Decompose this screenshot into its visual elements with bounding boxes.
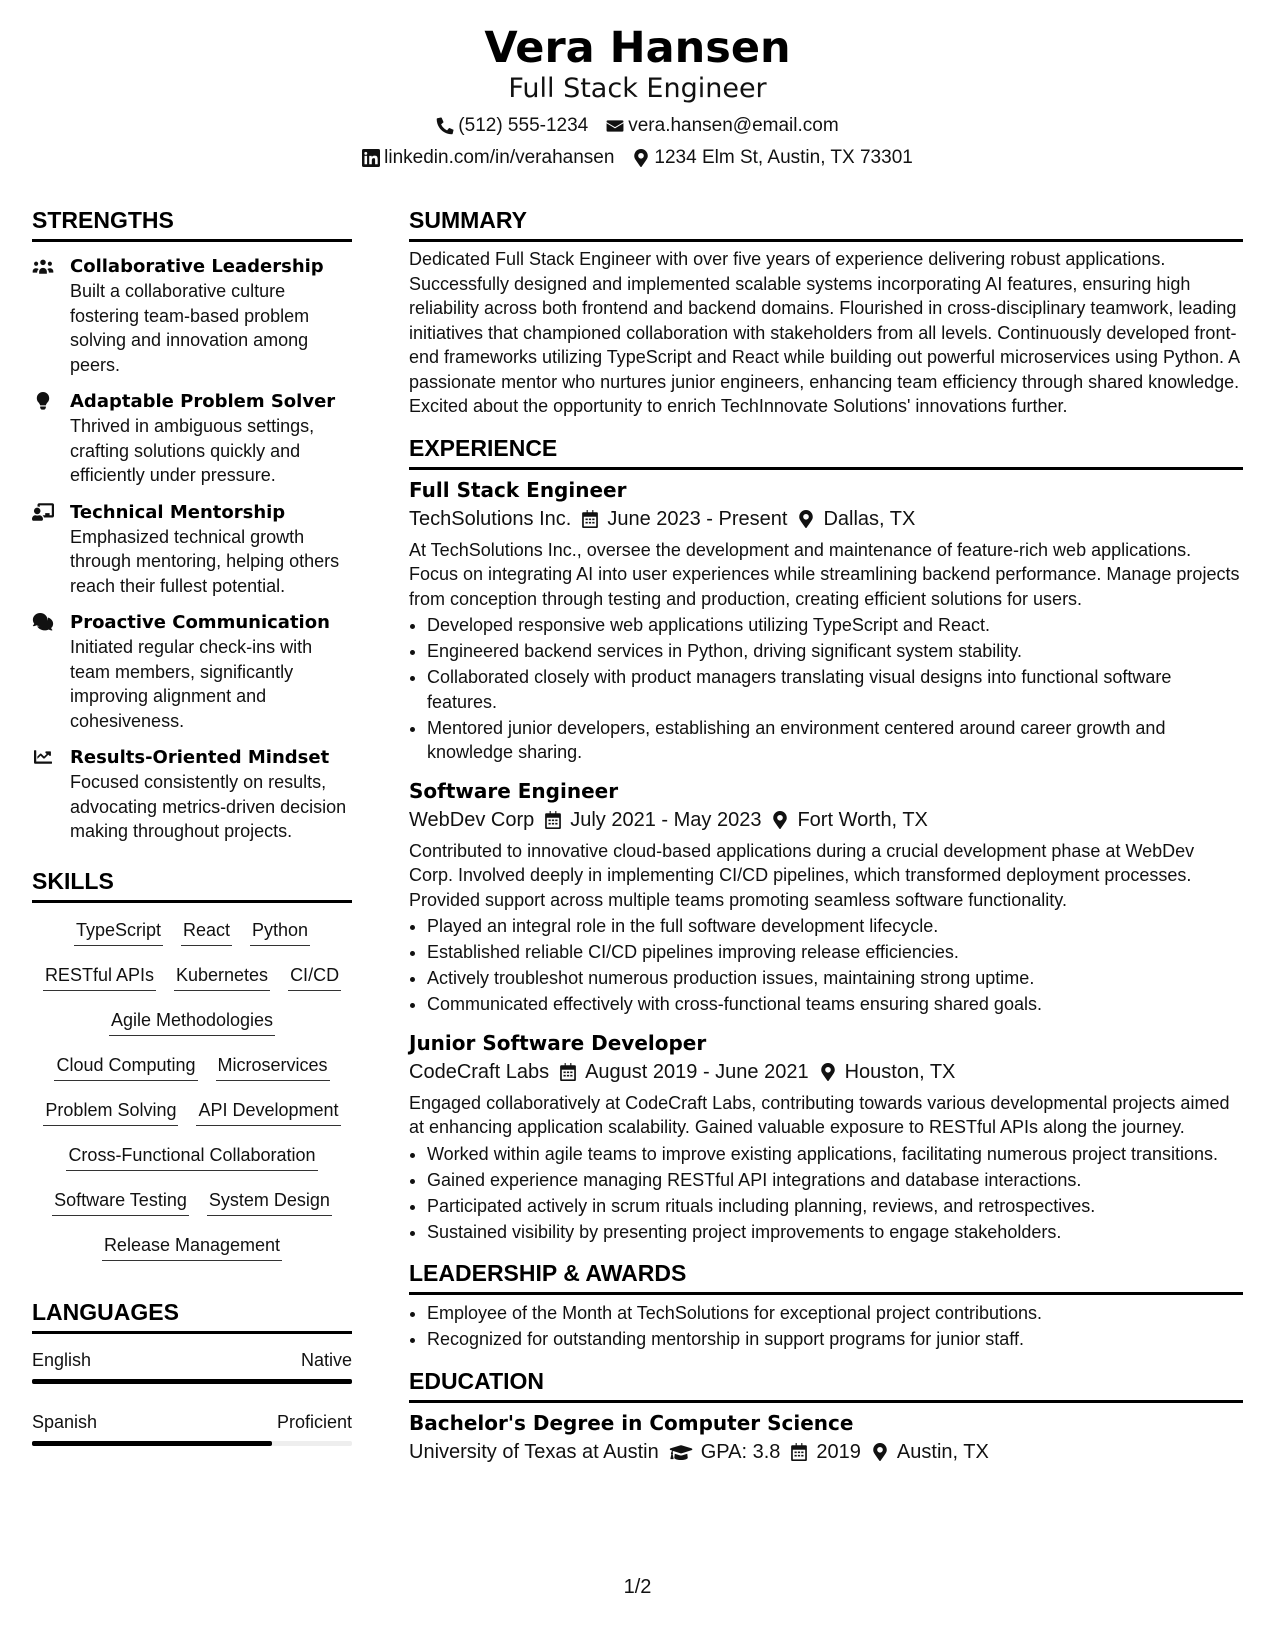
experience-heading: EXPERIENCE	[409, 433, 1243, 470]
strength-item	[32, 500, 352, 599]
skill-tag: TypeScript	[74, 917, 163, 946]
languages-heading: LANGUAGES	[32, 1297, 352, 1334]
strength-desc: Emphasized technical growth through mentoring, helping others reach their fullest potential.	[70, 526, 340, 596]
skill-tag: React	[181, 917, 232, 946]
skill-row	[32, 1097, 352, 1142]
job-bullets	[409, 613, 1243, 765]
language-row	[32, 1348, 352, 1372]
job-meta	[409, 504, 1243, 534]
gpa-text: GPA: 3.8	[700, 1440, 781, 1463]
comments-icon	[32, 610, 56, 733]
candidate-role: Full Stack Engineer	[508, 73, 767, 104]
job-meta	[409, 805, 1243, 835]
page-number: 1/2	[623, 1576, 652, 1598]
skill-tag: CI/CD	[288, 962, 341, 991]
language-bar-fill	[32, 1379, 352, 1384]
graduation-cap-icon	[669, 1443, 693, 1461]
language-row	[32, 1410, 352, 1434]
job-entry	[409, 777, 1243, 1017]
right-column	[409, 205, 1243, 1467]
job-bullets	[409, 1142, 1243, 1245]
language-name: English	[32, 1349, 92, 1370]
language-level: Native	[300, 1349, 352, 1370]
job-company: WebDev Corp	[409, 808, 535, 831]
awards-heading: LEADERSHIP & AWARDS	[409, 1258, 1243, 1295]
language-bar	[32, 1379, 352, 1384]
email-text[interactable]: vera.hansen@email.com	[628, 115, 839, 136]
strength-item	[32, 610, 352, 733]
education-meta	[409, 1437, 1243, 1467]
left-column	[32, 205, 352, 1472]
skill-tag: Kubernetes	[174, 962, 270, 991]
education-heading: EDUCATION	[409, 1366, 1243, 1403]
skill-row	[32, 917, 352, 962]
skill-tag: Agile Methodologies	[109, 1007, 275, 1036]
job-dates: July 2021 - May 2023	[570, 808, 762, 831]
strengths-heading: STRENGTHS	[32, 205, 352, 242]
skill-tag: Python	[250, 917, 310, 946]
job-bullet: • Sustained visibility by presenting project improvements to engage stakeholders.	[427, 1220, 1243, 1245]
skills-list	[32, 917, 352, 1277]
skill-row	[32, 1187, 352, 1232]
language-bar	[32, 1441, 352, 1446]
job-bullets	[409, 914, 1243, 1017]
strength-desc: Thrived in ambiguous settings, crafting solutions quickly and efficiently under pressure.	[70, 416, 315, 485]
skill-tag: Software Testing	[52, 1187, 189, 1216]
job-bullet: • Participated actively in scrum rituals including planning, reviews, and retrospectives.	[427, 1194, 1243, 1219]
candidate-name: Vera Hansen	[484, 23, 791, 73]
skill-tag: Cross-Functional Collaboration	[66, 1142, 317, 1171]
skills-heading: SKILLS	[32, 866, 352, 903]
map-marker-icon	[819, 1063, 837, 1081]
strength-item	[32, 254, 352, 377]
lightbulb-icon	[32, 389, 56, 488]
map-marker-icon	[797, 510, 815, 528]
strength-desc: Initiated regular check-ins with team members, significantly improving alignment and cohesiveness.	[70, 637, 313, 731]
skill-tag: System Design	[207, 1187, 332, 1216]
job-bullet: • Played an integral role in the full software development lifecycle.	[427, 914, 1243, 939]
phone-icon	[436, 117, 454, 135]
calendar-icon	[581, 510, 599, 528]
resume-header	[0, 22, 1275, 174]
phone-item	[436, 110, 588, 142]
skill-tag: Release Management	[102, 1232, 282, 1261]
calendar-icon	[790, 1443, 808, 1461]
skill-row	[32, 1052, 352, 1097]
job-description: Contributed to innovative cloud-based applications during a crucial development phase at WebDev Corp. Involved deeply in implementing CI/CD pipelines, which transformed deployment processes. Provided support across multiple teams promoting seamless software functionality.	[409, 840, 1195, 910]
job-description: At TechSolutions Inc., oversee the development and maintenance of feature-rich web applications. Focus on integrating AI into user experiences while streamlining backend performance. Manage projects from conception through testing and production, creating efficient solutions for users.	[409, 539, 1240, 609]
job-bullet: • Developed responsive web applications utilizing TypeScript and React.	[427, 613, 1243, 638]
calendar-icon	[559, 1063, 577, 1081]
award-item: • Employee of the Month at TechSolutions for exceptional project contributions.	[427, 1301, 1243, 1326]
language-name: Spanish	[32, 1411, 98, 1432]
job-location: Fort Worth, TX	[797, 808, 928, 831]
strength-title: Adaptable Problem Solver	[70, 391, 336, 412]
contact-line-2	[0, 142, 1275, 174]
job-bullet: • Engineered backend services in Python, driving significant system stability.	[427, 639, 1243, 664]
envelope-icon	[606, 117, 624, 135]
job-bullet: • Worked within agile teams to improve existing applications, facilitating numerous project transitions.	[427, 1142, 1243, 1167]
strength-title: Proactive Communication	[70, 612, 330, 633]
job-entry	[409, 1029, 1243, 1245]
linkedin-icon	[362, 149, 380, 167]
map-marker-icon	[871, 1443, 889, 1461]
job-location: Dallas, TX	[823, 507, 916, 530]
languages-list	[32, 1348, 352, 1446]
awards-list	[409, 1301, 1243, 1352]
job-bullet: • Gained experience managing RESTful API integrations and database interactions.	[427, 1168, 1243, 1193]
skill-row	[32, 1142, 352, 1187]
award-item: • Recognized for outstanding mentorship in support programs for junior staff.	[427, 1327, 1243, 1352]
summary-text: Dedicated Full Stack Engineer with over five years of experience delivering robust applications. Successfully designed and implemented scalable systems incorporating AI features, ensuring high reliability across both frontend and backend domains. Flourished in cross-disciplinary teamwork, leading initiatives that championed collaboration with stakeholders from all levels. Continuously developed front-end frameworks utilizing TypeScript and React while building out powerful microservices using Python. A passionate mentor who nurtures junior engineers, enhancing team efficiency through shared knowledge. Excited about the opportunity to enrich TechInnovate Solutions' innovations further.	[409, 249, 1240, 416]
job-meta	[409, 1057, 1243, 1087]
strength-title: Technical Mentorship	[70, 501, 286, 523]
skill-tag: Problem Solving	[43, 1097, 178, 1126]
summary-heading: SUMMARY	[409, 205, 1243, 242]
job-description: Engaged collaboratively at CodeCraft Labs, contributing towards various developmental projects aimed at enhancing application scalability. Gained valuable exposure to RESTful APIs along the journey.	[409, 1092, 1230, 1137]
job-bullet: • Collaborated closely with product managers translating visual designs into functional software features.	[427, 665, 1243, 714]
school-name: University of Texas at Austin	[409, 1440, 659, 1463]
chalkboard-teacher-icon	[32, 500, 56, 599]
skill-tag: Cloud Computing	[54, 1052, 197, 1081]
users-icon	[32, 254, 56, 377]
map-marker-icon	[771, 811, 789, 829]
degree-title: Bachelor's Degree in Computer Science	[409, 1410, 854, 1435]
skill-tag: Microservices	[216, 1052, 330, 1081]
skill-row	[32, 1007, 352, 1052]
job-dates: June 2023 - Present	[607, 507, 788, 530]
skill-row	[32, 1232, 352, 1277]
calendar-icon	[544, 811, 562, 829]
graduation-year: 2019	[816, 1440, 861, 1463]
language-level: Proficient	[276, 1411, 352, 1432]
strength-title: Results-Oriented Mindset	[70, 747, 330, 768]
job-bullet: • Established reliable CI/CD pipelines improving release efficiencies.	[427, 940, 1243, 965]
linkedin-text[interactable]: linkedin.com/in/verahansen	[384, 147, 615, 168]
job-bullet: • Actively troubleshot numerous production issues, maintaining strong uptime.	[427, 966, 1243, 991]
address-text: 1234 Elm St, Austin, TX 73301	[654, 147, 913, 168]
phone-text: (512) 555-1234	[458, 115, 589, 136]
strength-item	[32, 745, 352, 844]
strength-title: Collaborative Leadership	[70, 256, 324, 277]
job-title: Junior Software Developer	[409, 1030, 707, 1055]
chart-line-icon	[32, 745, 56, 844]
job-title: Full Stack Engineer	[409, 477, 627, 502]
linkedin-item[interactable]	[362, 142, 614, 174]
job-title: Software Engineer	[409, 778, 619, 803]
map-marker-icon	[632, 149, 650, 167]
job-location: Houston, TX	[844, 1060, 956, 1083]
email-item[interactable]	[606, 110, 838, 142]
job-company: CodeCraft Labs	[409, 1060, 550, 1083]
skill-tag: API Development	[196, 1097, 340, 1126]
address-item	[632, 142, 912, 174]
contact-line-1	[0, 110, 1275, 142]
job-company: TechSolutions Inc.	[409, 507, 572, 530]
language-bar-fill	[32, 1441, 272, 1446]
strength-desc: Built a collaborative culture fostering team-based problem solving and innovation among peers.	[70, 281, 310, 375]
job-bullet: • Communicated effectively with cross-functional teams ensuring shared goals.	[427, 992, 1243, 1017]
job-bullet: • Mentored junior developers, establishing an environment centered around career growth and knowledge sharing.	[427, 716, 1243, 765]
education-location: Austin, TX	[896, 1440, 989, 1463]
skill-tag: RESTful APIs	[43, 962, 156, 991]
skill-row	[32, 962, 352, 1007]
strength-desc: Focused consistently on results, advocating metrics-driven decision making throughout projects.	[70, 772, 347, 841]
strength-item	[32, 389, 352, 488]
job-entry	[409, 476, 1243, 765]
job-dates: August 2019 - June 2021	[585, 1060, 809, 1083]
